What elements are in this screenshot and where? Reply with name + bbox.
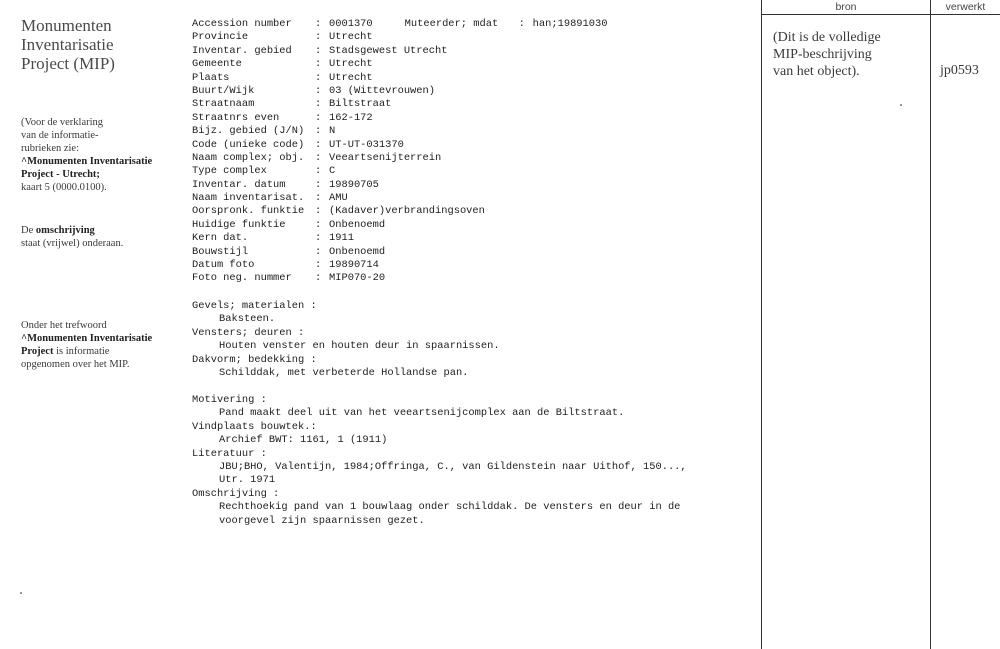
field-label: Code (unieke code) [192, 138, 305, 151]
keyword-note [21, 319, 152, 371]
field-value: Utrecht [329, 71, 373, 84]
header-divider [761, 14, 1000, 15]
field-separator: : [315, 218, 322, 231]
field-label: Buurt/Wijk [192, 84, 255, 97]
note-line [21, 332, 152, 345]
record-field [192, 246, 752, 259]
mutator-label: Muteerder; mdat [404, 18, 499, 30]
field-value: 162-172 [329, 111, 373, 124]
field-label: Naam complex; obj. [192, 151, 305, 164]
materials-section [192, 300, 752, 380]
section-text: Baksteen. [219, 313, 276, 326]
note-line: opgenomen over het MIP. [21, 359, 130, 370]
record-field [192, 272, 752, 285]
record-field [192, 85, 752, 98]
note-line [21, 224, 123, 237]
field-value: AMU [329, 192, 348, 205]
field-label: Inventar. datum [192, 178, 286, 191]
note-line [21, 155, 152, 168]
section-text: Archief BWT: 1161, 1 (1911) [219, 434, 388, 447]
section-heading: Gevels; materialen : [192, 300, 317, 312]
note-line: staat (vrijwel) onderaan. [21, 238, 124, 249]
field-label: Straatnaam [192, 98, 255, 111]
field-label: Provincie [192, 31, 249, 44]
section-text: voorgevel zijn spaarnissen gezet. [219, 514, 425, 527]
section-text: JBU;BHO, Valentijn, 1984;Offringa, C., van Gildenstein naar Uithof, 150..., [219, 460, 687, 473]
column-divider [761, 0, 762, 649]
field-separator: : [315, 138, 322, 151]
field-label: Bijz. gebied (J/N) [192, 125, 305, 138]
title-line: Project (MIP) [21, 54, 115, 73]
field-label: Gemeente [192, 58, 242, 71]
record-fields [192, 18, 752, 286]
section-text: Utr. 1971 [219, 474, 276, 487]
field-value: Utrecht [329, 31, 373, 44]
record-field [192, 165, 752, 178]
record-field [192, 192, 752, 205]
note-line: kaart 5 (0000.0100). [21, 182, 107, 193]
field-separator: : [315, 272, 322, 285]
scan-speck [900, 104, 902, 106]
field-value: 1911 [329, 232, 354, 245]
section-heading: Vensters; deuren : [192, 326, 305, 339]
field-value: 19890714 [329, 259, 379, 272]
note-reference: ^Monumenten Inventarisatie [21, 156, 153, 167]
note-text: De [21, 225, 36, 236]
field-separator: : [315, 232, 322, 245]
note-line [21, 345, 152, 358]
field-separator: : [315, 18, 322, 30]
field-value: UT-UT-031370 [329, 138, 404, 151]
field-label: Type complex [192, 165, 267, 178]
field-label: Datum foto [192, 259, 255, 272]
field-value: Biltstraat [329, 98, 392, 111]
field-value: N [329, 125, 336, 138]
field-label: Foto neg. nummer [192, 272, 292, 285]
field-separator: : [315, 84, 322, 97]
field-separator: : [315, 151, 322, 164]
title-line: Inventarisatie [21, 35, 114, 54]
field-label: Huidige funktie [192, 218, 286, 231]
field-label: Straatnrs even [192, 111, 280, 124]
section-heading: Literatuur : [192, 447, 267, 460]
section-heading: Vindplaats bouwtek.: [192, 420, 317, 433]
note-line: van de informatie- [21, 130, 99, 141]
record-field [192, 179, 752, 192]
record-field [192, 45, 752, 58]
field-separator: : [315, 259, 322, 272]
section-heading: Dakvorm; bedekking : [192, 353, 317, 366]
note-bold: Project [21, 346, 54, 357]
field-separator: : [315, 178, 322, 191]
description-note [21, 224, 123, 250]
page-title [21, 16, 115, 73]
field-label: Accession number [192, 18, 292, 30]
field-value: Utrecht [329, 58, 373, 71]
verwerkt-value: jp0593 [940, 63, 979, 78]
field-label: Oorspronk. funktie [192, 205, 305, 218]
record-field [192, 152, 752, 165]
section-text: Rechthoekig pand van 1 bouwlaag onder schilddak. De vensters en deur in de [219, 501, 681, 514]
field-label: Naam inventarisat. [192, 192, 305, 205]
record-sheet [192, 18, 752, 527]
section-heading: Omschrijving : [192, 487, 280, 500]
field-separator: : [315, 71, 322, 84]
field-separator: : [315, 165, 322, 178]
field-value: Veeartsenijterrein [329, 151, 442, 164]
note-reference: Project - Utrecht; [21, 169, 100, 180]
field-label: Inventar. gebied [192, 44, 292, 57]
title-line: Monumenten [21, 16, 112, 35]
field-separator: : [315, 98, 322, 111]
field-label: Bouwstijl [192, 245, 249, 258]
bron-note [773, 29, 881, 80]
record-field [192, 31, 752, 44]
column-divider [930, 0, 931, 649]
record-field [192, 139, 752, 152]
field-value: C [329, 165, 336, 178]
record-field [192, 58, 752, 71]
record-field [192, 112, 752, 125]
bron-column-header: bron [835, 1, 857, 13]
note-line: (Voor de verklaring [21, 117, 104, 128]
note-line: rubrieken zie: [21, 143, 80, 154]
bron-line: MIP-beschrijving [773, 47, 872, 62]
field-separator: : [315, 125, 322, 138]
field-value: 03 (Wittevrouwen) [329, 84, 436, 97]
note-bold: omschrijving [35, 225, 95, 236]
record-field [192, 232, 752, 245]
field-value: Stadsgewest Utrecht [329, 44, 448, 57]
record-field [192, 72, 752, 85]
record-field [192, 205, 752, 218]
record-field [192, 259, 752, 272]
section-text: Schilddak, met verbeterde Hollandse pan. [219, 366, 469, 379]
section-text: Pand maakt deel uit van het veeartsenijcomplex aan de Biltstraat. [219, 407, 625, 420]
field-value: MIP070-20 [329, 272, 386, 285]
section-heading: Motivering : [192, 394, 267, 406]
field-separator: : [315, 31, 322, 44]
bron-line: (Dit is de volledige [773, 30, 881, 45]
field-separator: : [315, 44, 322, 57]
note-line [21, 168, 152, 181]
note-line: Onder het trefwoord [21, 320, 107, 331]
field-label: Plaats [192, 71, 230, 84]
section-text: Houten venster en houten deur in spaarnissen. [219, 340, 500, 353]
record-field [192, 219, 752, 232]
field-value: (Kadaver)verbrandingsoven [329, 205, 485, 218]
record-field [192, 125, 752, 138]
field-value: Onbenoemd [329, 245, 386, 258]
record-field [192, 18, 752, 31]
field-separator: : [518, 18, 525, 30]
field-label: Kern dat. [192, 232, 249, 245]
field-separator: : [315, 245, 322, 258]
explanation-note [21, 116, 152, 194]
verwerkt-column-header: verwerkt [945, 1, 986, 13]
field-value: 19890705 [329, 178, 379, 191]
note-reference: ^Monumenten Inventarisatie [21, 333, 153, 344]
field-value: 0001370 [329, 18, 373, 30]
field-separator: : [315, 111, 322, 124]
field-value: Onbenoemd [329, 218, 386, 231]
field-separator: : [315, 192, 322, 205]
note-text: is informatie [53, 346, 110, 357]
description-section [192, 394, 752, 528]
field-separator: : [315, 205, 322, 218]
scan-speck [20, 592, 22, 594]
mutator-value: han;19891030 [532, 18, 608, 30]
bron-line: van het object). [773, 64, 860, 79]
record-field [192, 98, 752, 111]
field-separator: : [315, 58, 322, 71]
